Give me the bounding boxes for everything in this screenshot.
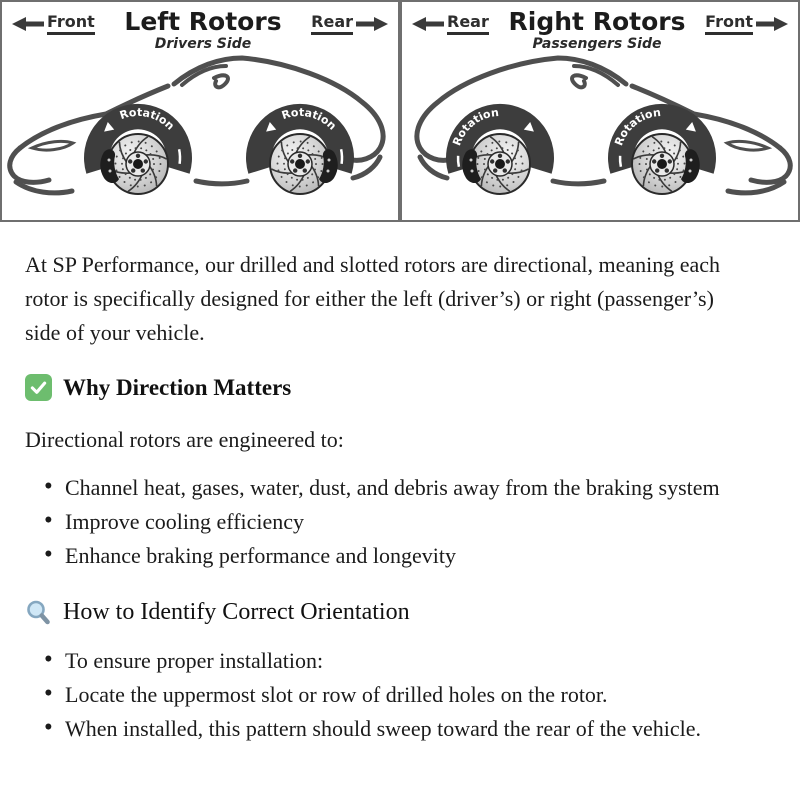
front-direction-right-panel (705, 14, 788, 35)
arrow-left-icon (412, 16, 444, 32)
right-panel-header (402, 2, 798, 52)
left-panel-subtitle: Drivers Side (154, 36, 252, 53)
list-item: • When installed, this pattern should sweep toward the rear of the vehicle. (65, 712, 725, 746)
rear-label: Rear (311, 14, 353, 35)
list-item: • Channel heat, gases, water, dust, and debris away from the braking system (65, 471, 725, 505)
rear-direction-right-panel (412, 14, 489, 35)
left-car-illustration (2, 54, 398, 216)
why-lead-text: Directional rotors are engineered to: (25, 427, 344, 452)
front-label: Front (47, 14, 95, 35)
rotation-label: Rotation (118, 105, 177, 133)
arrow-right-icon (356, 16, 388, 32)
how-heading-text: How to Identify Correct Orientation (63, 599, 410, 625)
front-brake-rotor (108, 134, 168, 194)
rear-brake-rotor (270, 134, 330, 194)
right-panel-subtitle: Passengers Side (532, 36, 662, 53)
rotation-label: Rotation (612, 105, 662, 148)
article-body (0, 222, 800, 746)
arrow-right-icon (756, 16, 788, 32)
list-item: • Enhance braking performance and longevity (65, 539, 725, 573)
magnifier-icon (25, 599, 52, 626)
rotation-label: Rotation (280, 105, 339, 133)
left-panel-title-block (124, 9, 281, 52)
intro-paragraph: At SP Performance, our drilled and slotted rotors are directional, meaning each rotor is specifically designed for either the left (driver’s) or right (passenger’s) side of your vehicle. (25, 252, 721, 345)
why-heading-text: Why Direction Matters (63, 374, 292, 400)
right-car-illustration (402, 54, 798, 216)
right-panel-title-block (509, 9, 686, 52)
rear-direction-left-panel (311, 14, 388, 35)
right-panel-title: Right Rotors (508, 7, 686, 36)
list-item: • To ensure proper installation: (65, 644, 725, 678)
left-rotors-panel (0, 0, 400, 222)
left-panel-title: Left Rotors (124, 7, 282, 36)
rotor-direction-diagram (0, 0, 800, 222)
front-label: Front (705, 14, 753, 35)
list-item: • Locate the uppermost slot or row of drilled holes on the rotor. (65, 678, 725, 712)
rotation-label: Rotation (450, 105, 500, 148)
arrow-left-icon (12, 16, 44, 32)
why-bullet-list (25, 471, 772, 573)
list-item: • Improve cooling efficiency (65, 505, 725, 539)
check-icon (25, 374, 52, 401)
how-to-identify-heading (25, 599, 772, 626)
left-panel-header (2, 2, 398, 52)
right-rotors-panel (400, 0, 800, 222)
how-bullet-list (25, 644, 772, 746)
front-brake-rotor (632, 134, 692, 194)
front-direction-left-panel (12, 14, 95, 35)
rear-brake-rotor (470, 134, 530, 194)
why-direction-matters-heading (25, 374, 772, 401)
rear-label: Rear (447, 14, 489, 35)
